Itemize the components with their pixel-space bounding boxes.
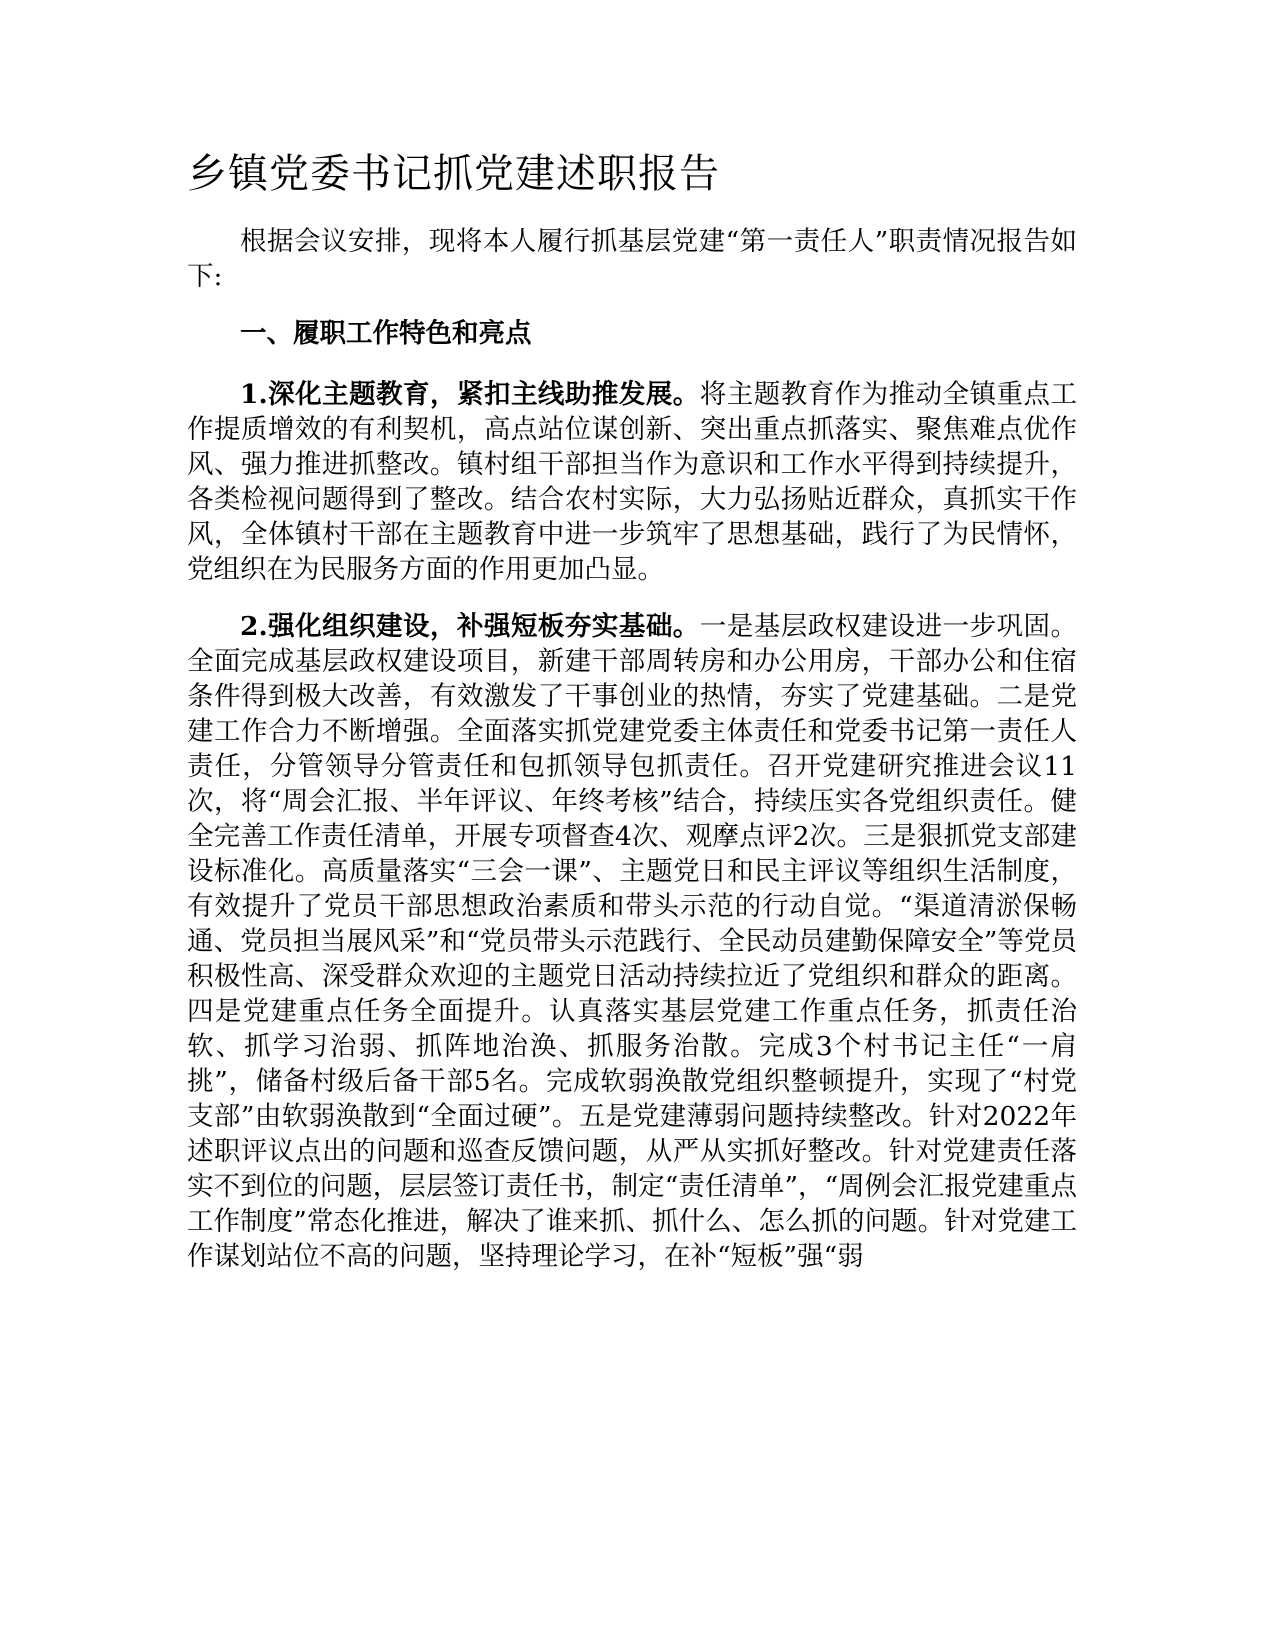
paragraph-body-1: 将主题教育作为推动全镇重点工作提质增效的有利契机，高点站位谋创新、突出重点抓落实、聚焦难点优作风、强力推进抓整改。镇村组干部担当作为意识和工作水平得到持续提升，各类检视问题得到了整改。结合农村实际，大力弘扬贴近群众，真抓实干作风，全体镇村干部在主题教育中进一步筑牢了思想基础，践行了为民情怀，党组织在为民服务方面的作用更加凸显。 [187, 379, 1078, 585]
document-body [187, 148, 1077, 1296]
section-paragraph-1 [187, 377, 1077, 587]
section-heading: 一、履职工作特色和亮点 [240, 318, 532, 349]
intro-paragraph: 根据会议安排，现将本人履行抓基层党建“第一责任人”职责情况报告如下: [187, 226, 1077, 292]
paragraph-lead-1: 1.深化主题教育，紧扣主线助推发展。 [240, 379, 700, 410]
section-paragraph-2 [187, 609, 1077, 1274]
paragraph-lead-2: 2.强化组织建设，补强短板夯实基础。 [240, 611, 700, 642]
document-title: 乡镇党委书记抓党建述职报告 [187, 151, 720, 197]
paragraph-body-2: 一是基层政权建设进一步巩固。全面完成基层政权建设项目，新建干部周转房和办公用房，干部办公和住宿条件得到极大改善，有效激发了干事创业的热情，夯实了党建基础。二是党建工作合力不断增强。全面落实抓党建党委主体责任和党委书记第一责任人责任，分管领导分管责任和包抓领导包抓责任。召开党建研究推进会议11次，将“周会汇报、半年评议、年终考核”结合，持续压实各党组织责任。健全完善工作责任清单，开展专项督查4次、观摩点评2次。三是狠抓党支部建设标准化。高质量落实“三会一课”、主题党日和民主评议等组织生活制度，有效提升了党员干部思想政治素质和带头示范的行动自觉。“渠道清淤保畅通、党员担当展风采”和“党员带头示范践行、全民动员建勤保障安全”等党员积极性高、深受群众欢迎的主题党日活动持续拉近了党组织和群众的距离。四是党建重点任务全面提升。认真落实基层党建工作重点任务，抓责任治软、抓学习治弱、抓阵地治涣、抓服务治散。完成3个村书记主任“一肩挑”，储备村级后备干部5名。完成软弱涣散党组织整顿提升，实现了“村党支部”由软弱涣散到“全面过硬”。五是党建薄弱问题持续整改。针对2022年述职评议点出的问题和巡查反馈问题，从严从实抓好整改。针对党建责任落实不到位的问题，层层签订责任书，制定“责任清单”，“周例会汇报党建重点工作制度”常态化推进，解决了谁来抓、抓什么、怎么抓的问题。针对党建工作谋划站位不高的问题，坚持理论学习，在补“短板”强“弱 [187, 611, 1078, 1272]
